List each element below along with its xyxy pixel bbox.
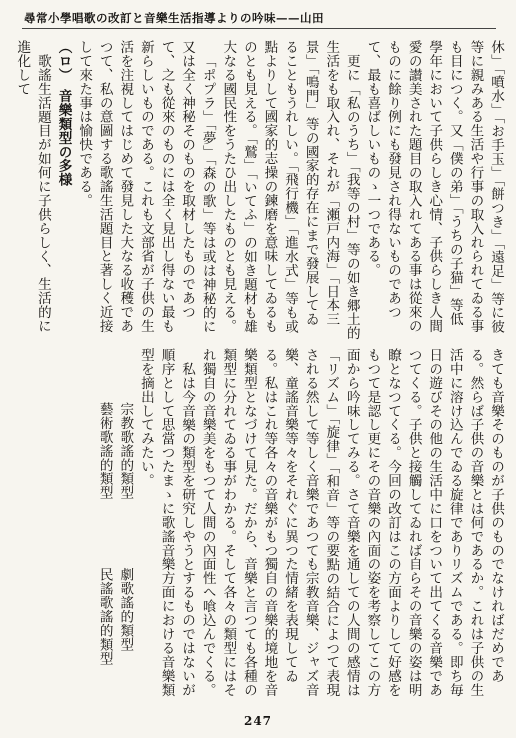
running-header: 尋常小學唱歌の改訂と音樂生活指導よりの吟味——山田	[24, 11, 324, 25]
typology-label: 宗教歌謠的類型	[117, 402, 134, 501]
lower-text-block	[16, 348, 506, 708]
typology-label: 民謠歌謠的類型	[96, 568, 113, 666]
paragraph: きても音樂そのものが子供のものでなければだめである。然らば子供の音樂とは何であるか。これは子供の生活中に溶け込んでゐる旋律でありリズムである。即ち毎日の遊びその他の生活中に口をついて出てくる音樂であつてくる。子供と接觸してゐれば自らその音樂の姿は明瞭となつてくる。今回の改訂はこの方面よりして好感をもつて是認し更にその音樂の內面の姿を考察してこの方面から吟味してみる。さて音樂を通しての人間の感情は「リズム」「旋律」「和音」等の要點の結合によつて表現される然して等しく音樂であつても宗教音樂、ジャズ音樂、童謠音樂等々をそれぐに異つた情緒を表現してゐる。私はこれ等各々の音樂がもつ獨自の音樂的境地を音樂類型となづけて見た。だから、音樂と言つても各種の類型に分れてゐる事がわかる。そして各々の類型にはそれ獨自の音樂美をもつて人間の內面性へ喰込んでくる。	[199, 348, 504, 698]
section-heading: （ロ） 音樂類型の多様	[55, 40, 72, 187]
typology-label: 劇歌謠的類型	[117, 568, 134, 652]
typology-item	[115, 402, 136, 708]
upper-text-block	[16, 40, 506, 340]
paragraph: 私は今音樂の類型を研究しやうとするものではないが順序として思當つたまゝに歌謠音樂方面における音樂類型を摘出してみたい。	[137, 348, 196, 697]
paragraph: 「ポプラ」「夢」「森の歌」等は或は神秘的に又は全く神秘そのものを取材したものであつて、之も從來のものには全く見出し得ない最も新らしいものである。これも文部省が子供の生活を注視してはじめて發見した大なる收穫であつて、私の意圖する歌謠生活題目と著しく近接して來た事は愉快である。	[76, 40, 216, 333]
paragraph: 休」「噴水」「お手玉」「餅つき」「遠足」等に彼等に親みある生活や行事の取入れられてゐる事も目につく。又「僕の弟」「うちの子猫」等低學年において子供らしき心情、子供らしき人間愛の讃美された題目の取入れてある事は從來のものに餘り例にも發見され得ないものであつて、最も喜ばしいものゝ一つである。	[364, 40, 504, 334]
paragraph: 歌謠生活題目が如何に子供らしく、生活的に進化して	[14, 40, 51, 333]
typology-label: 藝術歌謠的類型	[96, 402, 113, 501]
page-number: 247	[243, 714, 273, 728]
paragraph: 更に「私のうち」「我等の村」等の如き郷土的生活をも取入れ、それが「瀬戸内海」「日本三景」「鳴門」等の國家的存在にまで發展してゐることもうれしい。「飛行機」「進水式」等も或點よりして國家的志操の鍊磨を意味してゐるものとも見える。「鷲」「いてふ」の如き題材も雄大なる國民性をうたひ出したものとも見える。	[220, 40, 360, 340]
header-rule	[22, 28, 496, 29]
typology-item	[94, 402, 115, 708]
